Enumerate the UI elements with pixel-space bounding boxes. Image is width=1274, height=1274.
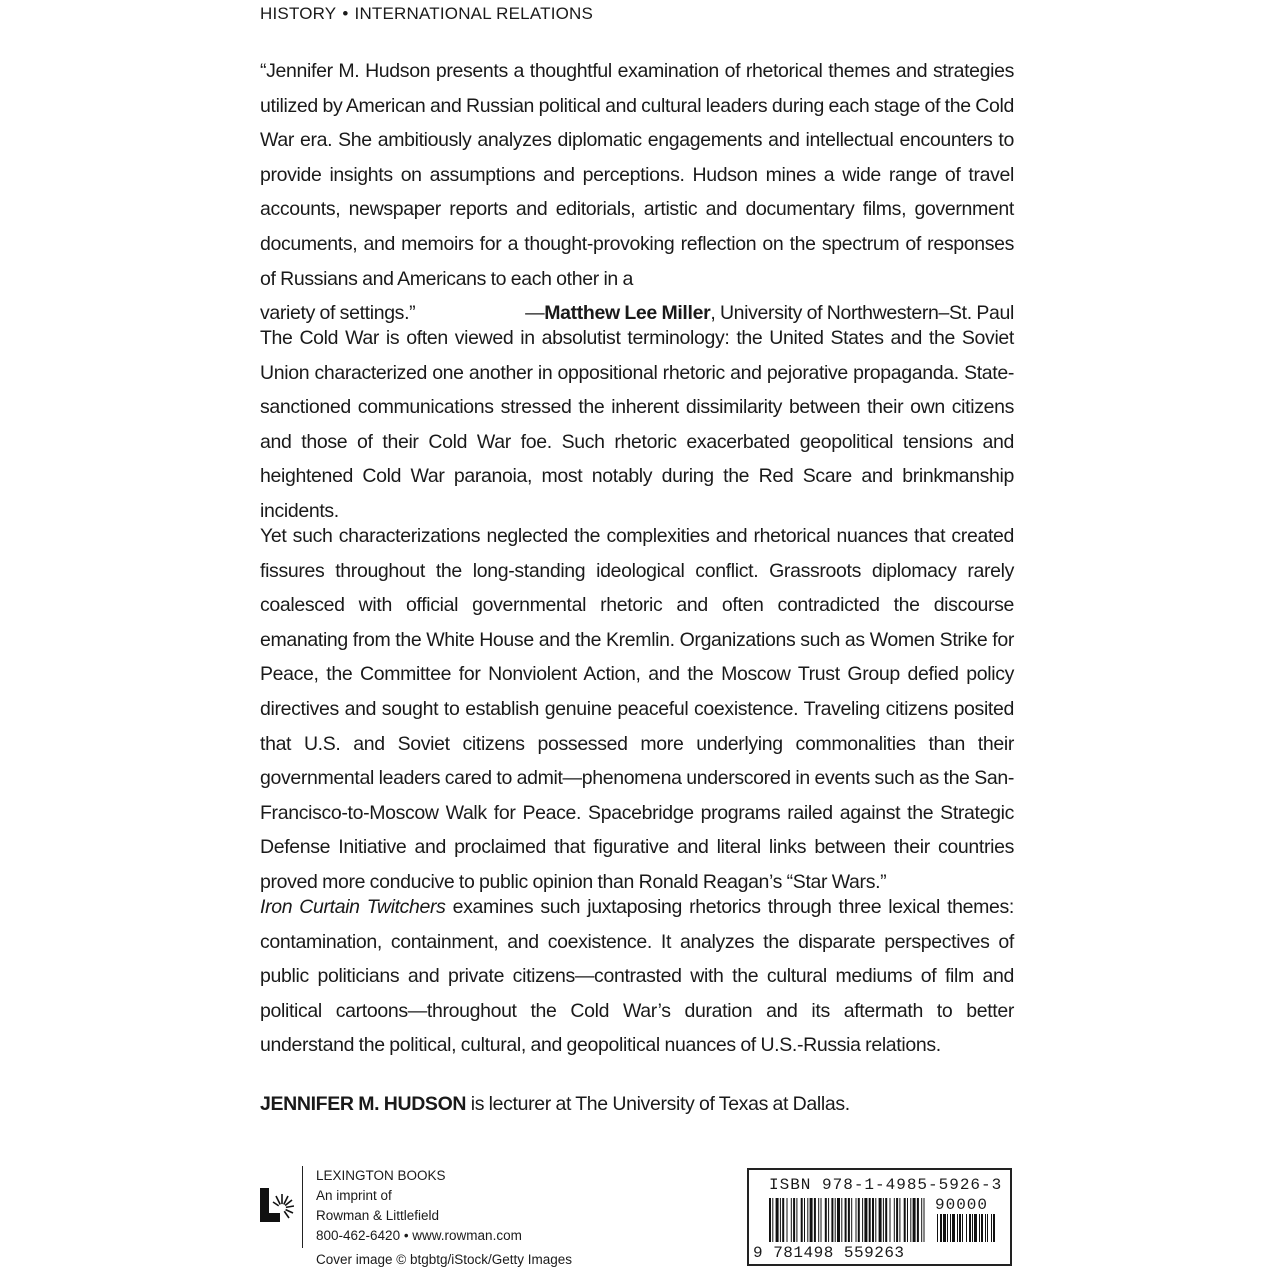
barcode-bar [821, 1198, 822, 1242]
barcode-bar [858, 1198, 860, 1242]
addon-bar [974, 1214, 977, 1242]
addon-bar [972, 1214, 973, 1242]
barcode-bar [782, 1198, 784, 1242]
barcode-bar [883, 1198, 884, 1242]
barcode-bar [776, 1198, 779, 1242]
addon-bar [947, 1214, 948, 1242]
barcode-bars [761, 1198, 1001, 1244]
addon-bar [969, 1214, 971, 1242]
blurb-author: Matthew Lee Miller [544, 302, 711, 325]
barcode-bar [837, 1198, 840, 1242]
barcode-bar [885, 1198, 887, 1242]
paragraph-3-rest: examines such juxtaposing rhetorics through three lexical themes: contamination, containment, and coexistence. It analyzes the disparate perspectives of public politicians and private citizens—contrasted with the cultural mediums of film and political cartoons—throughout the Cold War’s duration and its aftermath to better understand the political, cultural, and geopolitical nuances of U.S.-Russia relations. [260, 896, 1014, 1057]
barcode-bar [904, 1198, 906, 1242]
addon-bar [937, 1214, 938, 1242]
publisher-imprint-of: An imprint of [316, 1188, 392, 1203]
category-separator: • [342, 4, 349, 23]
attribution-dash: — [525, 302, 545, 325]
barcode-bar [810, 1198, 813, 1242]
publisher-divider [302, 1166, 303, 1248]
addon-bar [950, 1214, 951, 1242]
barcode-bar [825, 1198, 827, 1242]
barcode-bar [845, 1198, 847, 1242]
barcode-bar [896, 1198, 898, 1242]
barcode-bar [831, 1198, 833, 1242]
addon-bar [981, 1214, 983, 1242]
barcode-bar [841, 1198, 842, 1242]
barcode-bar [864, 1198, 867, 1242]
bio-description: is lecturer at The University of Texas at Dallas. [466, 1093, 850, 1115]
category-header [260, 4, 593, 24]
barcode-bar [910, 1198, 911, 1242]
barcode-bar [917, 1198, 919, 1242]
barcode-bar [804, 1198, 805, 1242]
barcode-bar [772, 1198, 773, 1242]
barcode-bar [851, 1198, 852, 1242]
paragraph-3-text [260, 890, 1014, 1063]
addon-bar [987, 1214, 988, 1242]
barcode-bar [875, 1198, 876, 1242]
addon-bar [979, 1214, 980, 1242]
barcode-bar [872, 1198, 874, 1242]
blurb-quote-end: variety of settings.” [260, 302, 416, 325]
description-paragraph-2 [260, 519, 1014, 900]
barcode-bar [801, 1198, 803, 1242]
addon-bar [991, 1214, 992, 1242]
addon-bar [943, 1214, 946, 1242]
barcode-bar [848, 1198, 850, 1242]
endorsement-blurb [260, 54, 1014, 331]
barcode-bar [921, 1198, 922, 1242]
category-international-relations: INTERNATIONAL RELATIONS [354, 4, 594, 23]
book-title: Iron Curtain Twitchers [260, 896, 446, 918]
barcode-bar [793, 1198, 795, 1242]
barcode-bar [818, 1198, 819, 1242]
isbn-number: ISBN 978-1-4985-5926-3 [769, 1176, 1003, 1194]
cover-image-credit: Cover image © btgbtg/iStock/Getty Images [316, 1252, 573, 1267]
barcode-bar [924, 1198, 925, 1242]
addon-bar [985, 1214, 986, 1242]
barcode-bar [787, 1198, 788, 1242]
barcode-bar [913, 1198, 916, 1242]
barcode-digits: 9 781498 559263 [753, 1244, 905, 1262]
publisher-logo-icon [260, 1188, 294, 1222]
paragraph-2-text: Yet such characterizations neglected the complexities and rhetorical nuances that created fissures throughout the long-standing ideological conflict. Grassroots diplomacy rarely coalesced with official governmental rhetoric and often contradicted the discourse emanating from the White House and the Kremlin. Organizations such as Women Strike for Peace, the Committee for Nonviolent Action, and the Moscow Trust Group defied policy directives and sought to establish genuine peaceful coexistence. Traveling citizens posited that U.S. and Soviet citizens possessed more underlying commonalities than their governmental leaders cared to admit—phenomena underscored in events such as the San-Francisco-to-Moscow Walk for Peace. Spacebridge programs railed against the Strategic Defense Initiative and proclaimed that figurative and literal links between their countries proved more conducive to public opinion than Ronald Reagan’s “Star Wars.” [260, 525, 1014, 893]
barcode-bar [769, 1198, 771, 1242]
blurb-affiliation: , University of Northwestern–St. Paul [710, 302, 1014, 325]
barcode-bar [899, 1198, 900, 1242]
barcode-bar [780, 1198, 781, 1242]
barcode-bar [791, 1198, 792, 1242]
barcode-bar [856, 1198, 857, 1242]
publisher-info [316, 1166, 522, 1246]
barcode-bar [796, 1198, 797, 1242]
barcode-bar [879, 1198, 882, 1242]
isbn-barcode [747, 1168, 1012, 1266]
addon-bar [952, 1214, 955, 1242]
category-history: HISTORY [260, 4, 337, 23]
publisher-contact: 800-462-6420 • www.rowman.com [316, 1228, 522, 1243]
publisher-name: LEXINGTON BOOKS [316, 1168, 446, 1183]
barcode-bar [862, 1198, 863, 1242]
addon-bar [957, 1214, 958, 1242]
description-paragraph-1 [260, 321, 1014, 529]
paragraph-1-text: The Cold War is often viewed in absolutist terminology: the United States and the Soviet Union characterized one another in oppositional rhetoric and pejorative propaganda. State-sanctioned communications stressed the inherent dissimilarity between their own citizens and those of their Cold War foe. Such rhetoric exacerbated geopolitical tensions and heightened Cold War paranoia, most notably during the Red Scare and brinkmanship incidents. [260, 327, 1014, 522]
barcode-bar [807, 1198, 808, 1242]
barcode-bar [814, 1198, 816, 1242]
addon-bar [962, 1214, 963, 1242]
addon-bar [966, 1214, 967, 1242]
barcode-bar [835, 1198, 836, 1242]
barcode-bar [828, 1198, 829, 1242]
barcode-bar [890, 1198, 891, 1242]
addon-bar [959, 1214, 961, 1242]
addon-bar [940, 1214, 942, 1242]
author-bio [260, 1087, 1014, 1122]
bio-name: JENNIFER M. HUDSON [260, 1093, 467, 1115]
barcode-bar [907, 1198, 908, 1242]
publisher-block [256, 1166, 736, 1266]
publisher-parent: Rowman & Littlefield [316, 1208, 440, 1223]
barcode-bar [894, 1198, 895, 1242]
description-paragraph-3 [260, 890, 1014, 1063]
bio-text [260, 1087, 1014, 1122]
addon-bar [993, 1214, 995, 1242]
barcode-bar [869, 1198, 871, 1242]
price-addon: 90000 [935, 1196, 989, 1214]
blurb-quote: “Jennifer M. Hudson presents a thoughtful examination of rhetorical themes and strategies utilized by American and Russian political and cultural leaders during each stage of the Cold War era. She ambitiously analyzes diplomatic engagements and intellectual encounters to provide insights on assumptions and perceptions. Hudson mines a wide range of travel accounts, newspaper reports and editorials, artistic and documentary films, government documents, and memoirs for a thought-provoking reflection on the spectrum of responses of Russians and Americans to each other in a [260, 60, 1014, 290]
